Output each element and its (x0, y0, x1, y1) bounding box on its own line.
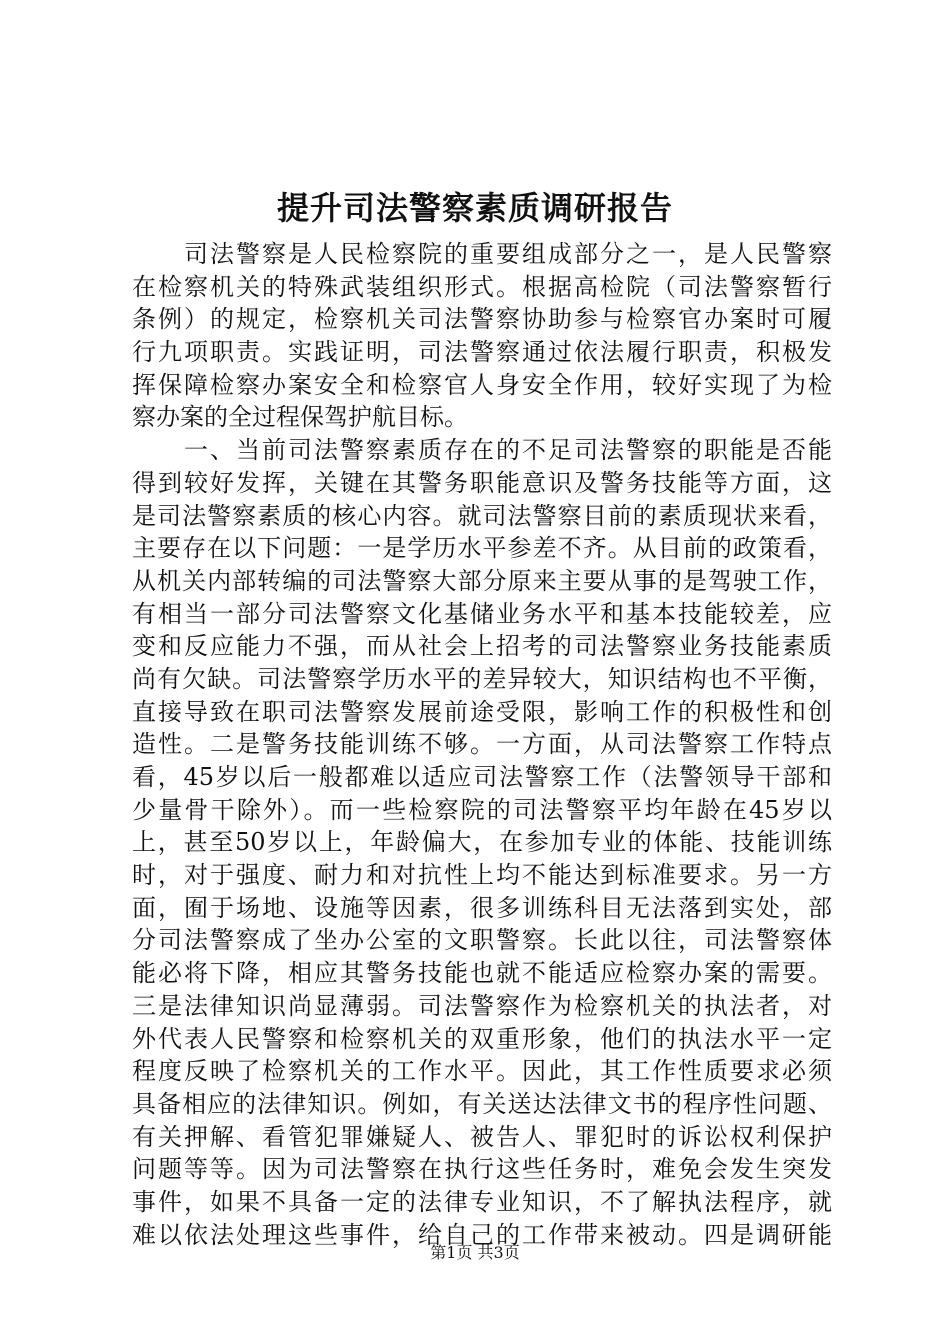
text-line: 行九项职责。实践证明，司法警察通过依法履行职责，积极发 (132, 338, 832, 367)
text-line: 具备相应的法律知识。例如，有关送达法律文书的程序性问题、 (132, 1089, 832, 1118)
page-footer: 第1页 共3页 (430, 1243, 520, 1262)
text-line: 察办案的全过程保驾护航目标。 (132, 403, 468, 432)
text-line: 司法警察是人民检察院的重要组成部分之一，是人民警察 (132, 240, 832, 268)
text-line: 从机关内部转编的司法警察大部分原来主要从事的是驾驶工作， (132, 566, 832, 595)
text-line: 面，囿于场地、设施等因素，很多训练科目无法落到实处，部 (132, 893, 832, 922)
text-line: 是司法警察素质的核心内容。就司法警察目前的素质现状来看， (132, 501, 832, 530)
text-line: 直接导致在职司法警察发展前途受限，影响工作的积极性和创 (132, 697, 832, 726)
text-line: 看，45岁以后一般都难以适应司法警察工作（法警领导干部和 (132, 763, 832, 791)
page-title: 提升司法警察素质调研报告 (276, 189, 673, 227)
text-line: 挥保障检察办案安全和检察官人身安全作用，较好实现了为检 (132, 370, 832, 399)
text-line: 有相当一部分司法警察文化基储业务水平和基本技能较差，应 (132, 599, 832, 628)
text-line: 变和反应能力不强，而从社会上招考的司法警察业务技能素质 (132, 632, 832, 661)
text-line: 分司法警察成了坐办公室的文职警察。长此以往，司法警察体 (132, 926, 832, 955)
text-line: 少量骨干除外）。而一些检察院的司法警察平均年龄在45岁以 (132, 795, 832, 824)
text-line: 事件，如果不具备一定的法律专业知识，不了解执法程序，就 (132, 1187, 832, 1216)
paragraph-1 (132, 238, 832, 434)
text-line: 三是法律知识尚显薄弱。司法警察作为检察机关的执法者，对 (132, 991, 832, 1020)
text-line: 时，对于强度、耐力和对抗性上均不能达到标准要求。另一方 (132, 861, 832, 890)
text-line: 得到较好发挥，关键在其警务职能意识及警务技能等方面，这 (132, 468, 832, 497)
text-line: 主要存在以下问题：一是学历水平参差不齐。从目前的政策看， (132, 534, 832, 563)
text-line: 外代表人民警察和检察机关的双重形象，他们的执法水平一定 (132, 1024, 832, 1053)
text-line: 一、当前司法警察素质存在的不足司法警察的职能是否能 (132, 436, 832, 465)
text-line: 造性。二是警务技能训练不够。一方面，从司法警察工作特点 (132, 730, 832, 759)
text-line: 条例）的规定，检察机关司法警察协助参与检察官办案时可履 (132, 305, 832, 334)
paragraph-2 (132, 434, 832, 1251)
text-line: 程度反映了检察机关的工作水平。因此，其工作性质要求必须 (132, 1057, 832, 1086)
text-line: 上，甚至50岁以上，年龄偏大，在参加专业的体能、技能训练 (132, 828, 832, 857)
text-line: 问题等等。因为司法警察在执行这些任务时，难免会发生突发 (132, 1155, 832, 1184)
text-line: 难以依法处理这些事件，给自己的工作带来被动。四是调研能 (132, 1220, 832, 1249)
document-body (132, 238, 832, 1251)
text-line: 有关押解、看管犯罪嫌疑人、被告人、罪犯时的诉讼权利保护 (132, 1122, 832, 1151)
text-line: 在检察机关的特殊武装组织形式。根据高检院（司法警察暂行 (132, 272, 832, 301)
text-line: 能必将下降，相应其警务技能也就不能适应检察办案的需要。 (132, 959, 832, 988)
text-line: 尚有欠缺。司法警察学历水平的差异较大，知识结构也不平衡， (132, 664, 832, 693)
